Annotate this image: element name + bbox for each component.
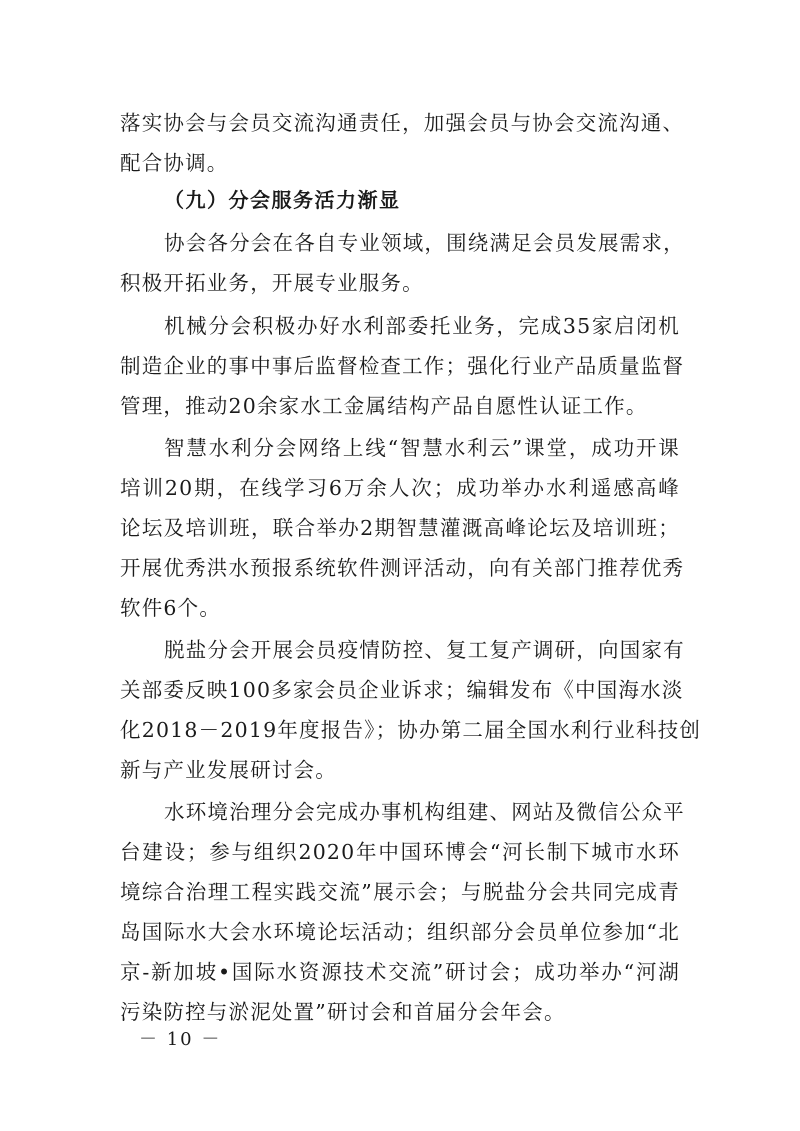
- paragraph-line: 软件6个。: [120, 596, 222, 620]
- paragraph-line: 培训20期，在线学习6万余人次；成功举办水利遥感高峰: [120, 476, 680, 500]
- paragraph-line: 脱盐分会开展会员疫情防控、复工复产调研，向国家有: [164, 638, 685, 662]
- paragraph-line: 境综合治理工程实践交流”展示会；与脱盐分会共同完成青: [120, 880, 680, 904]
- paragraph-line: 智慧水利分会网络上线“智慧水利云”课堂，成功开课: [164, 436, 680, 460]
- paragraph-line: 积极开拓业务，开展专业服务。: [120, 271, 424, 295]
- paragraph-line: 台建设；参与组织2020年中国环博会“河长制下城市水环: [120, 840, 680, 864]
- paragraph-line: 管理，推动20余家水工金属结构产品自愿性认证工作。: [120, 394, 648, 418]
- paragraph-line: 新与产业发展研讨会。: [120, 758, 337, 782]
- paragraph-line: 论坛及培训班，联合举办2期智慧灌溉高峰论坛及培训班；: [120, 516, 680, 540]
- paragraph-line: 岛国际水大会水环境论坛活动；组织部分会员单位参加“北: [120, 920, 680, 944]
- paragraph-line: 落实协会与会员交流沟通责任，加强会员与协会交流沟通、: [120, 111, 685, 135]
- paragraph-line: 京-新加坡•国际水资源技术交流”研讨会；成功举办“河湖: [120, 960, 680, 984]
- paragraph-line: 开展优秀洪水预报系统软件测评活动，向有关部门推荐优秀: [120, 556, 685, 580]
- section-heading: （九）分会服务活力渐显: [164, 188, 401, 212]
- paragraph-line: 水环境治理分会完成办事机构组建、网站及微信公众平: [164, 800, 685, 824]
- paragraph-line: 制造企业的事中事后监督检查工作；强化行业产品质量监督: [120, 354, 685, 378]
- paragraph-line: 化2018－2019年度报告》；协办第二届全国水利行业科技创: [120, 718, 702, 742]
- page-number: － 10 －: [139, 1029, 222, 1050]
- paragraph-line: 关部委反映100多家会员企业诉求；编辑发布《中国海水淡: [120, 678, 684, 702]
- paragraph-line: 协会各分会在各自专业领域，围绕满足会员发展需求，: [164, 231, 685, 255]
- paragraph-line: 污染防控与淤泥处置”研讨会和首届分会年会。: [120, 1000, 566, 1024]
- paragraph-line: 机械分会积极办好水利部委托业务，完成35家启闭机: [164, 314, 680, 338]
- paragraph-line: 配合协调。: [120, 151, 229, 175]
